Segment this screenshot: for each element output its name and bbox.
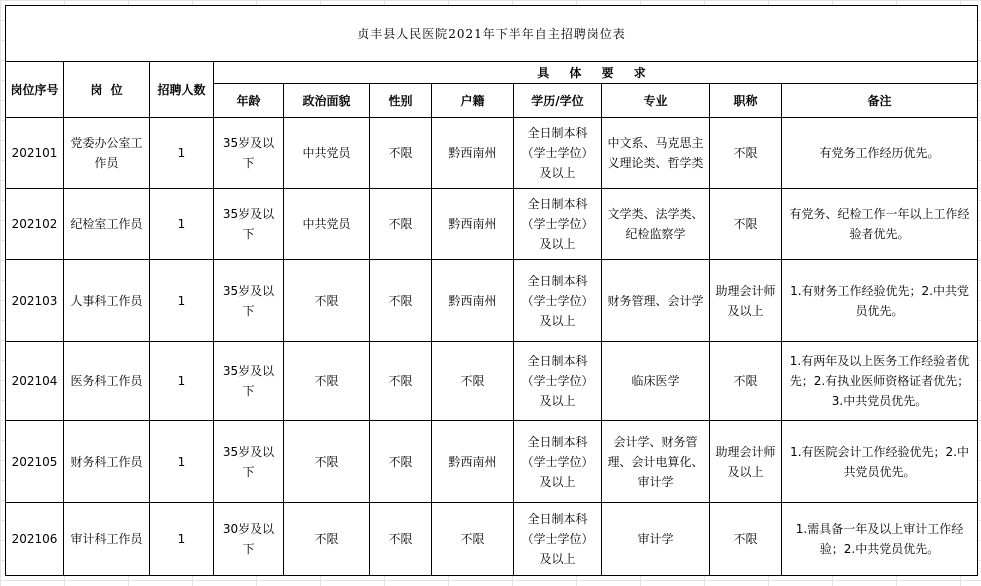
cell-education: 全日制本科（学士学位）及以上 [514,118,602,189]
cell-major: 会计学、财务管理、会计电算化、审计学 [602,421,710,503]
cell-code: 202106 [6,503,64,576]
cell-political: 不限 [284,260,370,342]
header-count: 招聘人数 [150,62,214,118]
cell-residence: 黔西南州 [432,421,514,503]
cell-residence: 黔西南州 [432,260,514,342]
cell-major: 临床医学 [602,342,710,421]
cell-gender: 不限 [370,189,432,260]
cell-title-rank: 不限 [710,342,782,421]
cell-gender: 不限 [370,260,432,342]
cell-position: 纪检室工作员 [64,189,150,260]
cell-education: 全日制本科（学士学位）及以上 [514,189,602,260]
cell-notes: 1.有两年及以上医务工作经验者优先；2.有执业医师资格证者优先；3.中共党员优先。 [782,342,978,421]
cell-age: 35岁及以下 [214,342,284,421]
cell-title-rank: 不限 [710,503,782,576]
table-row [6,260,978,342]
cell-count: 1 [150,342,214,421]
cell-title-rank: 不限 [710,118,782,189]
table-body [6,118,978,576]
cell-age: 30岁及以下 [214,503,284,576]
cell-residence: 不限 [432,503,514,576]
cell-gender: 不限 [370,503,432,576]
cell-major: 中文系、马克思主义理论类、哲学类 [602,118,710,189]
cell-education: 全日制本科（学士学位）及以上 [514,260,602,342]
cell-major: 审计学 [602,503,710,576]
cell-code: 202103 [6,260,64,342]
cell-count: 1 [150,503,214,576]
cell-title-rank: 助理会计师及以上 [710,260,782,342]
header-political: 政治面貌 [284,84,370,118]
cell-political: 不限 [284,342,370,421]
header-position: 岗 位 [64,62,150,118]
cell-education: 全日制本科（学士学位）及以上 [514,421,602,503]
cell-count: 1 [150,189,214,260]
cell-count: 1 [150,260,214,342]
cell-political: 不限 [284,503,370,576]
cell-count: 1 [150,118,214,189]
cell-age: 35岁及以下 [214,118,284,189]
header-title-rank: 职称 [710,84,782,118]
cell-position: 审计科工作员 [64,503,150,576]
header-gender: 性别 [370,84,432,118]
cell-education: 全日制本科（学士学位）及以上 [514,503,602,576]
table-row [6,118,978,189]
cell-notes: 1.需具备一年及以上审计工作经验；2.中共党员优先。 [782,503,978,576]
cell-age: 35岁及以下 [214,421,284,503]
cell-notes: 1.有财务工作经验优先；2.中共党员优先。 [782,260,978,342]
cell-political: 中共党员 [284,118,370,189]
cell-major: 文学类、法学类、纪检监察学 [602,189,710,260]
cell-count: 1 [150,421,214,503]
cell-notes: 有党务、纪检工作一年以上工作经验者优先。 [782,189,978,260]
header-residence: 户籍 [432,84,514,118]
cell-age: 35岁及以下 [214,189,284,260]
cell-residence: 黔西南州 [432,189,514,260]
cell-position: 医务科工作员 [64,342,150,421]
cell-major: 财务管理、会计学 [602,260,710,342]
cell-gender: 不限 [370,118,432,189]
cell-code: 202101 [6,118,64,189]
cell-code: 202105 [6,421,64,503]
cell-position: 人事科工作员 [64,260,150,342]
table-row [6,503,978,576]
cell-age: 35岁及以下 [214,260,284,342]
cell-residence: 不限 [432,342,514,421]
cell-position: 财务科工作员 [64,421,150,503]
cell-gender: 不限 [370,342,432,421]
header-major: 专业 [602,84,710,118]
cell-code: 202102 [6,189,64,260]
cell-residence: 黔西南州 [432,118,514,189]
recruitment-table [5,5,978,576]
table-row [6,342,978,421]
cell-notes: 1.有医院会计工作经验优先；2.中共党员优先。 [782,421,978,503]
header-education: 学历/学位 [514,84,602,118]
header-requirements: 具 体 要 求 [214,62,978,84]
page-title: 贞丰县人民医院2021年下半年自主招聘岗位表 [6,6,978,62]
cell-code: 202104 [6,342,64,421]
header-age: 年龄 [214,84,284,118]
header-notes: 备注 [782,84,978,118]
cell-education: 全日制本科（学士学位）及以上 [514,342,602,421]
header-code: 岗位序号 [6,62,64,118]
cell-political: 中共党员 [284,189,370,260]
cell-notes: 有党务工作经历优先。 [782,118,978,189]
cell-title-rank: 不限 [710,189,782,260]
cell-gender: 不限 [370,421,432,503]
cell-title-rank: 助理会计师及以上 [710,421,782,503]
cell-political: 不限 [284,421,370,503]
table-row [6,189,978,260]
cell-position: 党委办公室工作员 [64,118,150,189]
table-row [6,421,978,503]
